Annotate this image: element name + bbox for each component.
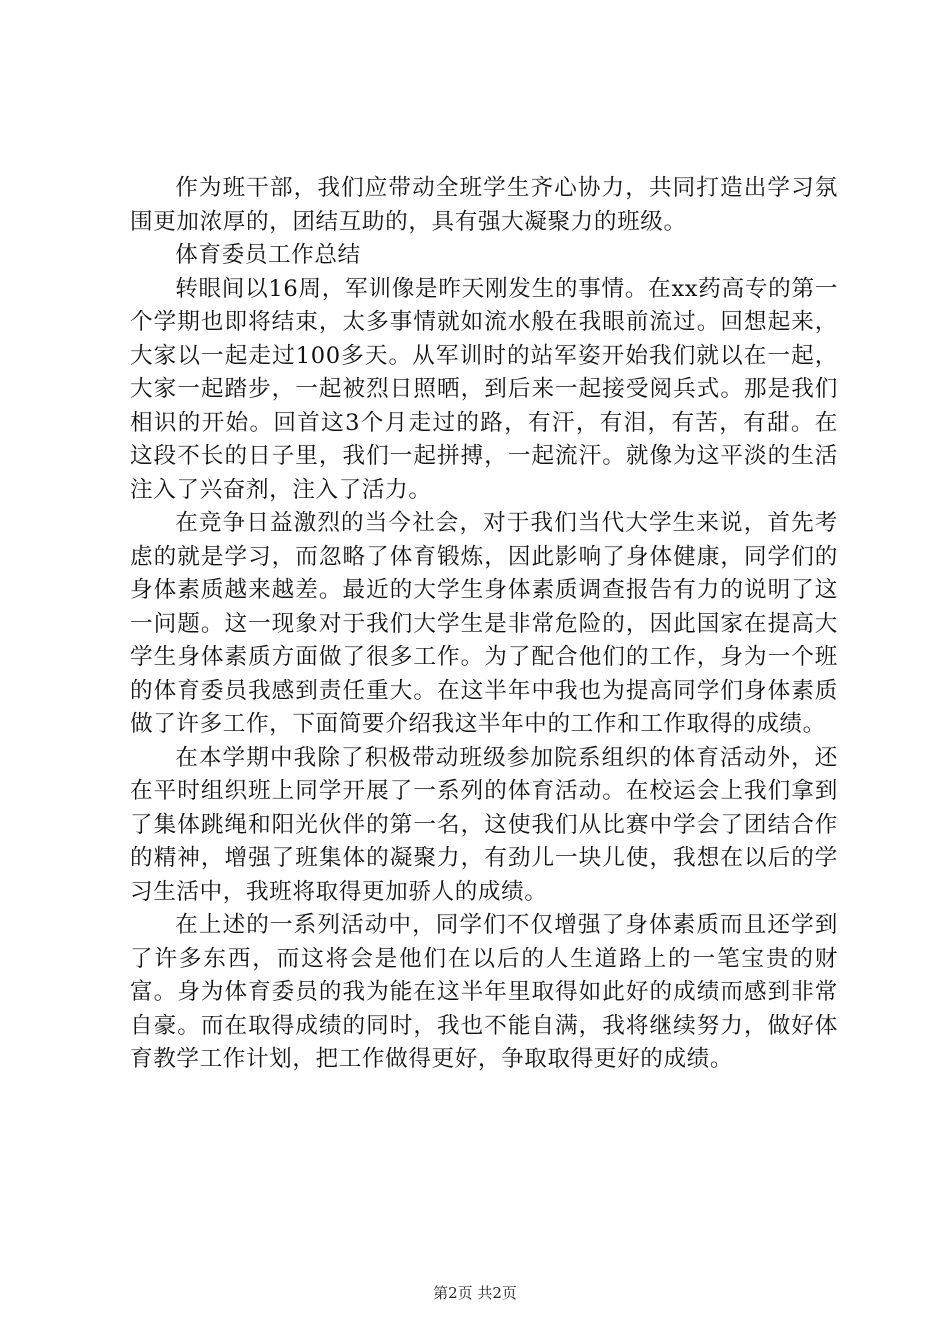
body-paragraph: 在本学期中我除了积极带动班级参加院系组织的体育活动外，还在平时组织班上同学开展了一系列的体育活动。在校运会上我们拿到了集体跳绳和阳光伙伴的第一名，这使我们从比赛中学会了团结合作的精神，增强了班集体的凝聚力，有劲儿一块儿使，我想在以后的学习生活中，我班将取得更加骄人的成绩。	[130, 744, 838, 905]
body-paragraph: 转眼间以16周，军训像是昨天刚发生的事情。在xx药高专的第一个学期也即将结束，太多事情就如流水般在我眼前流过。回想起来，大家以一起走过100多天。从军训时的站军姿开始我们就以在一起，大家一起踏步，一起被烈日照晒，到后来一起接受阅兵式。那是我们相识的开始。回首这3个月走过的路，有汗，有泪，有苦，有甜。在这段不长的日子里，我们一起拼搏，一起流汗。就像为这平淡的生活注入了兴奋剂，注入了活力。	[130, 275, 838, 503]
document-body	[130, 172, 838, 1077]
page-number-footer: 第2页 共2页	[433, 1284, 517, 1302]
intro-paragraph: 作为班干部，我们应带动全班学生齐心协力，共同打造出学习氛围更加浓厚的，团结互助的，具有强大凝聚力的班级。	[130, 175, 838, 235]
body-paragraph: 在上述的一系列活动中，同学们不仅增强了身体素质而且还学到了许多东西，而这将会是他们在以后的人生道路上的一笔宝贵的财富。身为体育委员的我为能在这半年里取得如此好的成绩而感到非常自豪。而在取得成绩的同时，我也不能自满，我将继续努力，做好体育教学工作计划，把工作做得更好，争取取得更好的成绩。	[130, 912, 838, 1072]
body-paragraph: 在竞争日益激烈的当今社会，对于我们当代大学生来说，首先考虑的就是学习，而忽略了体育锻炼，因此影响了身体健康，同学们的身体素质越来越差。最近的大学生身体素质调查报告有力的说明了这一问题。这一现象对于我们大学生是非常危险的，因此国家在提高大学生身体素质方面做了很多工作。为了配合他们的工作，身为一个班的体育委员我感到责任重大。在这半年中我也为提高同学们身体素质做了许多工作，下面简要介绍我这半年中的工作和工作取得的成绩。	[130, 510, 838, 737]
section-title: 体育委员工作总结	[175, 242, 361, 268]
